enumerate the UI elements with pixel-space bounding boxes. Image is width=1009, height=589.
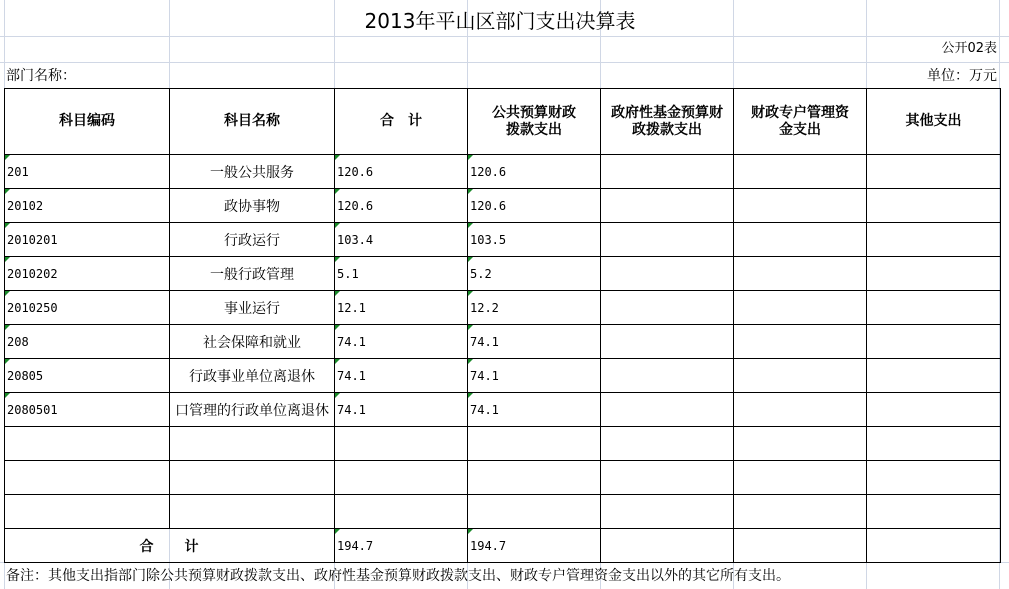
table-row bbox=[5, 189, 1001, 223]
empty-cell[interactable] bbox=[867, 495, 1001, 529]
row-total[interactable]: 12.1 bbox=[335, 291, 468, 325]
row-public-budget[interactable]: 5.2 bbox=[468, 257, 601, 291]
row-special[interactable] bbox=[734, 325, 867, 359]
table-row bbox=[5, 325, 1001, 359]
department-label: 部门名称： bbox=[6, 68, 76, 84]
row-name[interactable]: 行政运行 bbox=[170, 223, 335, 257]
row-other[interactable] bbox=[867, 189, 1001, 223]
row-code[interactable]: 2080501 bbox=[5, 393, 170, 427]
header-special[interactable]: 财政专户管理资金支出 bbox=[734, 89, 867, 155]
row-public-budget[interactable]: 74.1 bbox=[468, 325, 601, 359]
row-special[interactable] bbox=[734, 155, 867, 189]
row-gov-fund[interactable] bbox=[601, 257, 734, 291]
row-total[interactable]: 103.4 bbox=[335, 223, 468, 257]
header-name[interactable]: 科目名称 bbox=[170, 89, 335, 155]
row-total[interactable]: 74.1 bbox=[335, 325, 468, 359]
empty-cell[interactable] bbox=[468, 495, 601, 529]
table-number: 公开02表 bbox=[941, 41, 997, 56]
empty-cell[interactable] bbox=[5, 461, 170, 495]
row-public-budget[interactable]: 120.6 bbox=[468, 189, 601, 223]
gridline bbox=[0, 36, 1009, 37]
empty-cell[interactable] bbox=[5, 427, 170, 461]
row-code[interactable]: 2010250 bbox=[5, 291, 170, 325]
total-gov-fund[interactable] bbox=[601, 529, 734, 563]
total-special[interactable] bbox=[734, 529, 867, 563]
total-other[interactable] bbox=[867, 529, 1001, 563]
row-gov-fund[interactable] bbox=[601, 291, 734, 325]
header-row bbox=[5, 89, 1001, 155]
row-gov-fund[interactable] bbox=[601, 189, 734, 223]
empty-cell[interactable] bbox=[734, 427, 867, 461]
total-label[interactable]: 合 计 bbox=[5, 529, 335, 563]
page-title: 2013年平山区部门支出决算表 bbox=[364, 9, 636, 33]
header-total[interactable]: 合 计 bbox=[335, 89, 468, 155]
empty-cell[interactable] bbox=[335, 495, 468, 529]
footnote: 备注：其他支出指部门除公共预算财政拨款支出、政府性基金预算财政拨款支出、财政专户管理资金支出以外的其它所有支出。 bbox=[6, 568, 790, 584]
empty-cell[interactable] bbox=[468, 427, 601, 461]
row-name[interactable]: 事业运行 bbox=[170, 291, 335, 325]
table-row bbox=[5, 155, 1001, 189]
row-total[interactable]: 74.1 bbox=[335, 359, 468, 393]
row-special[interactable] bbox=[734, 257, 867, 291]
row-total[interactable]: 120.6 bbox=[335, 189, 468, 223]
expenditure-table bbox=[4, 88, 1001, 563]
row-public-budget[interactable]: 74.1 bbox=[468, 359, 601, 393]
total-sum[interactable]: 194.7 bbox=[335, 529, 468, 563]
empty-cell[interactable] bbox=[601, 427, 734, 461]
empty-row bbox=[5, 495, 1001, 529]
row-special[interactable] bbox=[734, 393, 867, 427]
row-name[interactable]: 一般行政管理 bbox=[170, 257, 335, 291]
header-code[interactable]: 科目编码 bbox=[5, 89, 170, 155]
empty-cell[interactable] bbox=[734, 495, 867, 529]
header-public-budget[interactable]: 公共预算财政拨款支出 bbox=[468, 89, 601, 155]
empty-cell[interactable] bbox=[601, 461, 734, 495]
row-code[interactable]: 2010202 bbox=[5, 257, 170, 291]
row-code[interactable]: 208 bbox=[5, 325, 170, 359]
row-other[interactable] bbox=[867, 223, 1001, 257]
row-code[interactable]: 20805 bbox=[5, 359, 170, 393]
table-row bbox=[5, 257, 1001, 291]
total-public-budget[interactable]: 194.7 bbox=[468, 529, 601, 563]
empty-row bbox=[5, 461, 1001, 495]
empty-cell[interactable] bbox=[734, 461, 867, 495]
empty-cell[interactable] bbox=[5, 495, 170, 529]
row-code[interactable]: 20102 bbox=[5, 189, 170, 223]
row-code[interactable]: 2010201 bbox=[5, 223, 170, 257]
row-special[interactable] bbox=[734, 189, 867, 223]
row-other[interactable] bbox=[867, 393, 1001, 427]
row-name[interactable]: 一般公共服务 bbox=[170, 155, 335, 189]
gridline bbox=[0, 62, 1009, 63]
row-name[interactable]: 社会保障和就业 bbox=[170, 325, 335, 359]
row-total[interactable]: 5.1 bbox=[335, 257, 468, 291]
row-total[interactable]: 74.1 bbox=[335, 393, 468, 427]
row-public-budget[interactable]: 12.2 bbox=[468, 291, 601, 325]
unit-label: 单位：万元 bbox=[927, 68, 997, 84]
row-public-budget[interactable]: 120.6 bbox=[468, 155, 601, 189]
row-public-budget[interactable]: 74.1 bbox=[468, 393, 601, 427]
row-special[interactable] bbox=[734, 291, 867, 325]
row-code[interactable]: 201 bbox=[5, 155, 170, 189]
row-other[interactable] bbox=[867, 155, 1001, 189]
row-gov-fund[interactable] bbox=[601, 325, 734, 359]
row-name[interactable]: 行政事业单位离退休 bbox=[170, 359, 335, 393]
table-row bbox=[5, 291, 1001, 325]
empty-cell[interactable] bbox=[170, 495, 335, 529]
empty-row bbox=[5, 427, 1001, 461]
empty-cell[interactable] bbox=[867, 461, 1001, 495]
row-gov-fund[interactable] bbox=[601, 359, 734, 393]
table-row bbox=[5, 223, 1001, 257]
row-special[interactable] bbox=[734, 223, 867, 257]
row-name[interactable]: 口管理的行政单位离退休 bbox=[170, 393, 335, 427]
row-other[interactable] bbox=[867, 291, 1001, 325]
empty-cell[interactable] bbox=[170, 461, 335, 495]
table-row bbox=[5, 393, 1001, 427]
header-other[interactable]: 其他支出 bbox=[867, 89, 1001, 155]
row-other[interactable] bbox=[867, 325, 1001, 359]
empty-cell[interactable] bbox=[335, 461, 468, 495]
row-gov-fund[interactable] bbox=[601, 393, 734, 427]
row-other[interactable] bbox=[867, 359, 1001, 393]
row-other[interactable] bbox=[867, 257, 1001, 291]
empty-cell[interactable] bbox=[170, 427, 335, 461]
row-gov-fund[interactable] bbox=[601, 223, 734, 257]
row-gov-fund[interactable] bbox=[601, 155, 734, 189]
row-total[interactable]: 120.6 bbox=[335, 155, 468, 189]
row-name[interactable]: 政协事物 bbox=[170, 189, 335, 223]
row-public-budget[interactable]: 103.5 bbox=[468, 223, 601, 257]
empty-cell[interactable] bbox=[335, 427, 468, 461]
table-row bbox=[5, 359, 1001, 393]
empty-cell[interactable] bbox=[601, 495, 734, 529]
empty-cell[interactable] bbox=[867, 427, 1001, 461]
row-special[interactable] bbox=[734, 359, 867, 393]
empty-cell[interactable] bbox=[468, 461, 601, 495]
total-row bbox=[5, 529, 1001, 563]
header-gov-fund[interactable]: 政府性基金预算财政拨款支出 bbox=[601, 89, 734, 155]
